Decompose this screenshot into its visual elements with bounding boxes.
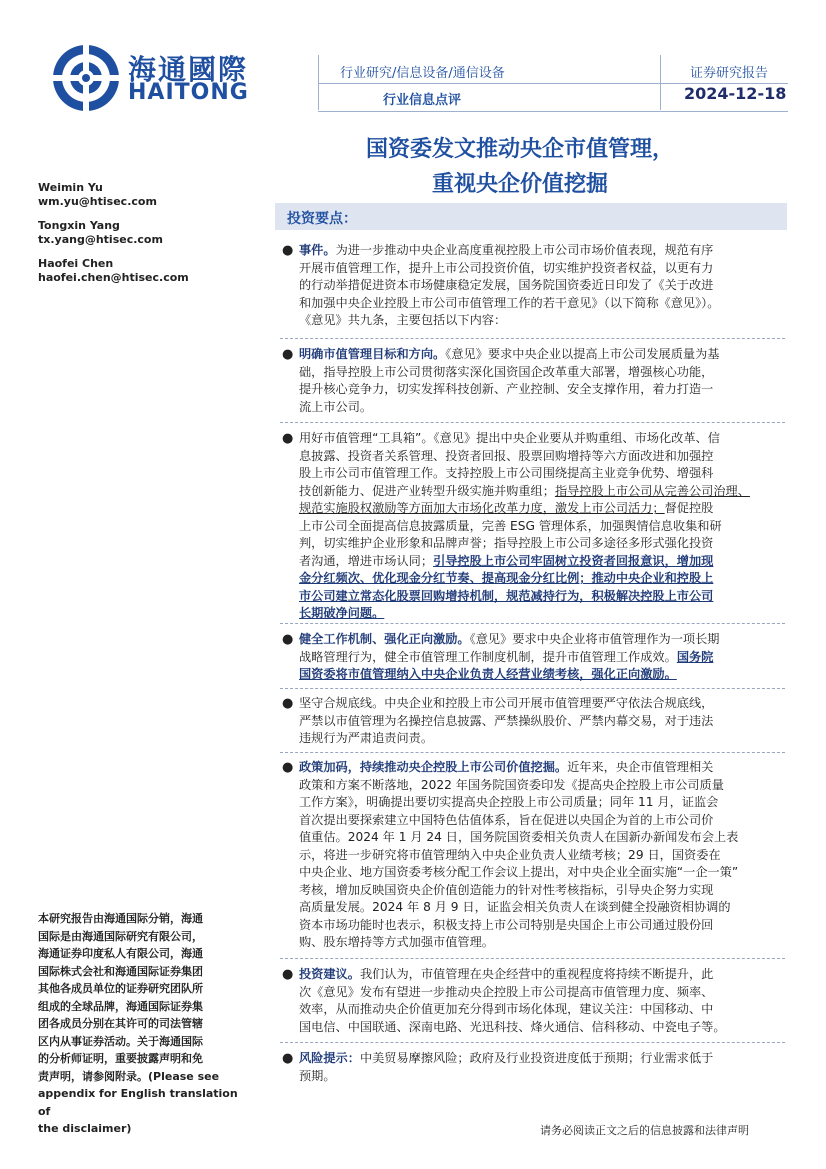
disclaimer-line: 区内从事证券活动。关于海通国际 [38, 1034, 203, 1048]
point-text: 示，将进一步研究将市值管理纳入中央企业负责人业绩考核；29 日，国资委在 [299, 847, 721, 862]
footer-notice: 请务必阅读正文之后的信息披露和法律声明 [540, 1124, 749, 1137]
author-name: Haofei Chen [38, 257, 114, 270]
author-email[interactable]: wm.yu@htisec.com [38, 195, 157, 208]
disclaimer [38, 910, 238, 1138]
point-text: 和加强中央企业控股上市公司市值管理工作的若干意见》（以下简称《意见》）。 [299, 295, 720, 310]
bullet-icon: ● [282, 431, 294, 446]
disclaimer-line: 本研究报告由海通国际分销，海通 [38, 912, 203, 925]
point-text: 首次提出要探索建立中国特色估值体系，旨在促进以央国企为首的上市公司价 [299, 812, 714, 827]
bullet-icon: ● [282, 1051, 294, 1066]
point-heading: 健全工作机制、强化正向激励。 [299, 632, 470, 646]
point-text-highlight: 引导控股上市公司牢固树立投资者回报意识，增加现 [433, 553, 714, 568]
point-text: 值重估。2024 年 1 月 24 日，国务院国资委相关负责人在国新办新闻发布会上表 [299, 830, 739, 844]
author-email[interactable]: haofei.chen@htisec.com [38, 271, 189, 284]
point-text: 《意见》共九条，主要包括以下内容： [299, 313, 507, 327]
point-text: 中央企业、地方国资委考核分配工作会议上提出，对中央企业全面实施“一企一策” [299, 865, 739, 879]
header-bottom-rule [318, 111, 788, 112]
point-risk [280, 1050, 785, 1085]
report-title-line1: 国资委发文推动央企市值管理， [365, 137, 674, 162]
point-toolbox [280, 430, 785, 623]
haitong-logo-icon [50, 42, 122, 114]
point-investment-advice [280, 966, 785, 1036]
point-text: 中美贸易摩擦风险；政府及行业投资进度低于预期；行业需求低于 [359, 1051, 714, 1065]
point-text: 为进一步推动中央企业高度重视控股上市公司市场价值表现，规范有序 [335, 243, 714, 257]
report-title-line2: 重视央企价值挖掘 [431, 172, 608, 197]
point-mechanism [280, 631, 785, 684]
bullet-icon: ● [282, 967, 294, 982]
bullet-icon: ● [282, 347, 294, 362]
point-event [280, 242, 785, 330]
point-heading: 政策加码，持续推动央企控股上市公司价值挖掘。 [299, 760, 568, 774]
separator [280, 688, 785, 689]
separator [280, 422, 785, 423]
point-text: 严禁以市值管理为名操控信息披露、严禁操纵股价、严禁内幕交易，对于违法 [299, 713, 714, 728]
point-text: 近年来，央企市值管理相关 [567, 760, 714, 774]
disclaimer-line: 国际株式会社和海通国际证券集团 [38, 964, 203, 978]
author-name: Weimin Yu [38, 181, 103, 194]
separator [280, 338, 785, 339]
point-text: 上市公司全面提高信息披露质量，完善 ESG 管理体系，加强舆情信息收集和研 [299, 518, 722, 533]
point-text: 资本市场功能时也表示，积极支持上市公司特别是央国企上市公司通过股份回 [299, 917, 714, 932]
bullet-icon: ● [282, 632, 294, 647]
point-text: 国电信、中国联通、深南电路、光迅科技、烽火通信、信科移动、中瓷电子等。 [299, 1019, 726, 1034]
point-text: 预期。 [299, 1068, 336, 1083]
point-text: 判，切实维护企业形象和品牌声誉；指导控股上市公司多途径多形式强化投资 [299, 536, 714, 550]
separator [280, 1042, 785, 1043]
point-text: 次《意见》发布有望进一步推动央企控股上市公司提高市值管理力度、频率、 [299, 984, 714, 999]
report-type: 行业信息点评 [383, 93, 462, 108]
author-name: Tongxin Yang [38, 219, 120, 232]
points-title: 投资要点： [287, 211, 357, 227]
point-text: 考核，增加反映国资央企价值创造能力的针对性考核指标，引导央企努力实现 [299, 882, 714, 897]
bullet-icon: ● [282, 760, 294, 775]
point-text: 技创新能力、促进产业转型升级实施并购重组； [299, 483, 555, 498]
report-categories: 行业研究/信息设备/通信设备 [340, 66, 505, 81]
point-text: 购、股东增持等方式加强市值管理。 [299, 935, 494, 949]
point-text: 工作方案》，明确提出要切实提高央企控股上市公司质量；同年 11 月，证监会 [299, 795, 719, 809]
point-text-underlined: 指导控股上市公司从完善公司治理、 [554, 483, 750, 498]
disclaimer-line: 国际是由海通国际研究有限公司， [38, 929, 203, 943]
point-text: 违规行为严肃追责问责。 [299, 731, 434, 745]
point-text: 效率，从而推动央企价值更加充分得到市场化体现，建议关注：中国移动、中 [299, 1002, 714, 1016]
point-text: 开展市值管理工作，提升上市公司投资价值，切实维护投资者权益，以更有力 [299, 260, 714, 275]
point-text: 用好市值管理“工具箱”。《意见》提出中央企业要从并购重组、市场化改革、信 [299, 431, 720, 445]
point-heading: 事件。 [299, 243, 336, 257]
disclaimer-line: 的分析师证明，重要披露声明和免 [38, 1052, 203, 1065]
point-text: 息披露、投资者关系管理、投资者回报、股票回购增持等六方面改进和加强控 [299, 448, 714, 463]
report-date: 2024-12-18 [684, 84, 787, 103]
point-text: 战略管理行为，健全市值管理工作制度机制，提升市值管理工作成效。 [299, 649, 677, 664]
separator [280, 958, 785, 959]
disclaimer-line: 责声明，请参阅附录。(Please see [38, 1069, 220, 1083]
point-text: 坚守合规底线。中央企业和控股上市公司开展市值管理要严守依法合规底线， [299, 696, 714, 710]
point-text: 《意见》要求中央企业将市值管理作为一项长期 [469, 632, 720, 646]
report-kind: 证券研究报告 [690, 66, 769, 81]
disclaimer-line: 其他各成员单位的证券研究团队所 [38, 982, 203, 995]
brand-name-cn: 海通國際 [128, 53, 249, 86]
point-text: 高质量发展。2024 年 8 月 9 日，证监会相关负责人在谈到健全投融资相协调的 [299, 900, 731, 914]
point-text-highlight: 市公司建立常态化股票回购增持机制，规范减持行为，积极解决控股上市公司 [299, 588, 714, 603]
point-text: 提升核心竞争力，切实发挥科技创新、产业控制、安全支撑作用，着力打造一 [299, 382, 714, 396]
disclaimer-line: the disclaimer) [38, 1122, 132, 1135]
point-text: 的行动举措促进资本市场健康稳定发展，国务院国资委近日印发了《关于改进 [299, 278, 714, 292]
brand-name-en: HAITONG [128, 80, 249, 105]
point-text-highlight: 金分红频次、优化现金分红节奏、提高现金分红比例；推动中央企业和控股上 [299, 571, 714, 585]
point-heading: 风险提示： [299, 1051, 360, 1065]
separator [280, 623, 785, 624]
point-heading: 投资建议。 [299, 967, 360, 981]
bullet-icon: ● [282, 243, 294, 258]
bullet-icon: ● [282, 696, 294, 711]
separator [280, 752, 785, 753]
disclaimer-line: 组成的全球品牌，海通国际证券集 [38, 999, 203, 1013]
disclaimer-line: 海通证券印度私人有限公司，海通 [38, 947, 203, 960]
disclaimer-line: appendix for English translation of [38, 1087, 238, 1118]
point-text-highlight: 长期破净问题。 [299, 606, 385, 620]
point-text-underlined: 规范实施股权激励等方面加大市场化改革力度，激发上市公司活力； [299, 501, 665, 515]
disclaimer-line: 团各成员分别在其许可的司法管辖 [38, 1017, 203, 1030]
point-text: 股上市公司市值管理工作。支持控股上市公司围绕提高主业竞争优势、增强科 [299, 466, 714, 480]
point-text: 《意见》要求中央企业以提高上市公司发展质量为基 [445, 347, 720, 361]
author-email[interactable]: tx.yang@htisec.com [38, 233, 163, 246]
point-text-highlight: 国资委将市值管理纳入中央企业负责人经营业绩考核，强化正向激励。 [299, 667, 677, 681]
point-target [280, 346, 785, 416]
point-text: 政策和方案不断落地，2022 年国务院国资委印发《提高央企控股上市公司质量 [299, 777, 724, 792]
point-text: 流上市公司。 [299, 399, 373, 414]
point-text-highlight: 国务院 [676, 649, 714, 664]
point-text: 督促控股 [664, 501, 714, 515]
point-heading: 明确市值管理目标和方向。 [299, 347, 446, 361]
point-text: 者沟通，增进市场认同； [299, 553, 434, 568]
point-policy [280, 759, 785, 952]
point-compliance [280, 695, 785, 748]
point-text: 我们认为，市值管理在央企经营中的重视程度将持续不断提升，此 [359, 967, 714, 981]
point-text: 础，指导控股上市公司贯彻落实深化国资国企改革重大部署，增强核心功能， [299, 364, 714, 379]
